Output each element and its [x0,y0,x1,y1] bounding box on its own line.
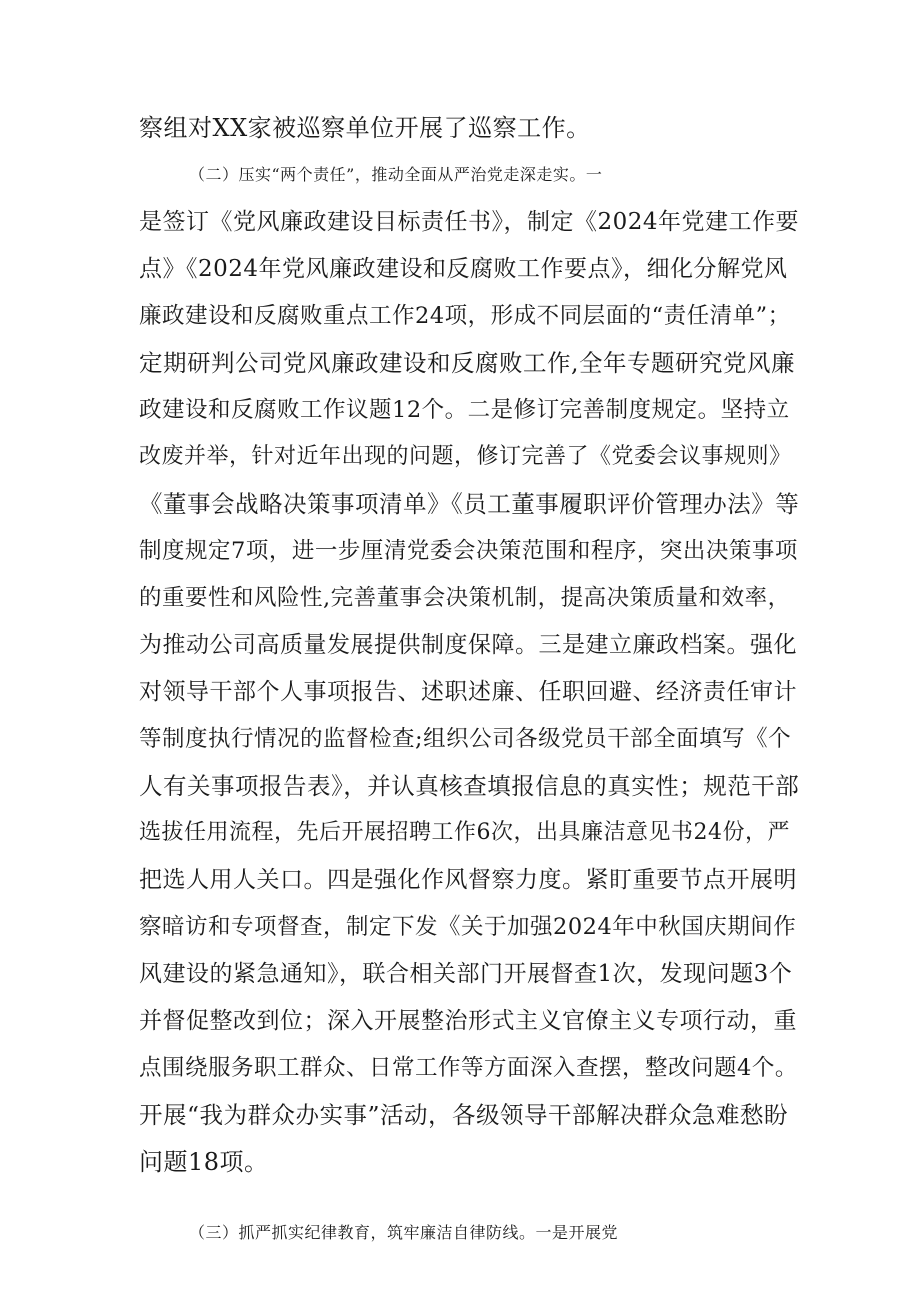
text-line: 为推动公司高质量发展提供制度保障。三是建立廉政档案。强化 [139,632,797,658]
text-line: 政建设和反腐败工作议题12个。二是修订完善制度规定。坚持立 [139,397,790,423]
text-line: 把选人用人关口。四是强化作风督察力度。紧盯重要节点开展明 [139,867,797,893]
text-line: 察暗访和专项督查，制定下发《关于加强2024年中秋国庆期间作 [139,914,797,940]
text-line: 点围绕服务职工群众、日常工作等方面深入查摆，整改问题4个。 [139,1055,798,1081]
text-line: 定期研判公司党风廉政建设和反腐败工作,全年专题研究党风廉 [139,349,795,377]
text-line: 并督促整改到位；深入开展整治形式主义官僚主义专项行动，重 [139,1008,797,1034]
section-heading-2: （二）压实“两个责任”，推动全面从严治党走深走实。一 [189,165,603,184]
text-line: 开展“我为群众办实事”活动，各级领导干部解决群众急难愁盼 [139,1101,789,1129]
text-line: 《董事会战略决策事项清单》《员工董事履职评价管理办法》等 [139,490,800,518]
text-line: 察组对XX家被巡察单位开展了巡察工作。 [139,114,591,142]
text-line: 风建设的紧急通知》，联合相关部门开展督查1次，发现问题3个 [139,961,793,987]
text-line: 人有关事项报告表》，并认真核查填报信息的真实性；规范干部 [139,772,800,800]
text-line: 是签订《党风廉政建设目标责任书》，制定《2024年党建工作要 [139,209,800,235]
section-heading-3: （三）抓严抓实纪律教育，筑牢廉洁自律防线。一是开展党 [189,1223,619,1242]
text-line: 选拔任用流程，先后开展招聘工作6次，出具廉洁意见书24份，严 [139,820,790,845]
text-line: 点》《2024年党风廉政建设和反腐败工作要点》，细化分解党风 [139,256,788,282]
text-line: 对领导干部个人事项报告、述职述廉、任职回避、经济责任审计 [139,679,797,705]
text-line: 的重要性和风险性,完善董事会决策机制，提高决策质量和效率， [139,585,791,611]
text-line: 问题18项。 [139,1148,269,1176]
text-line: 制度规定7项，进一步厘清党委会决策范围和程序，突出决策事项 [139,538,798,564]
text-line: 等制度执行情况的监督检查;组织公司各级党员干部全面填写《个 [139,726,792,752]
text-line: 改废并举，针对近年出现的问题，修订完善了《党委会议事规则》 [139,444,792,469]
text-line: 廉政建设和反腐败重点工作24项，形成不同层面的“责任清单”； [139,303,791,329]
